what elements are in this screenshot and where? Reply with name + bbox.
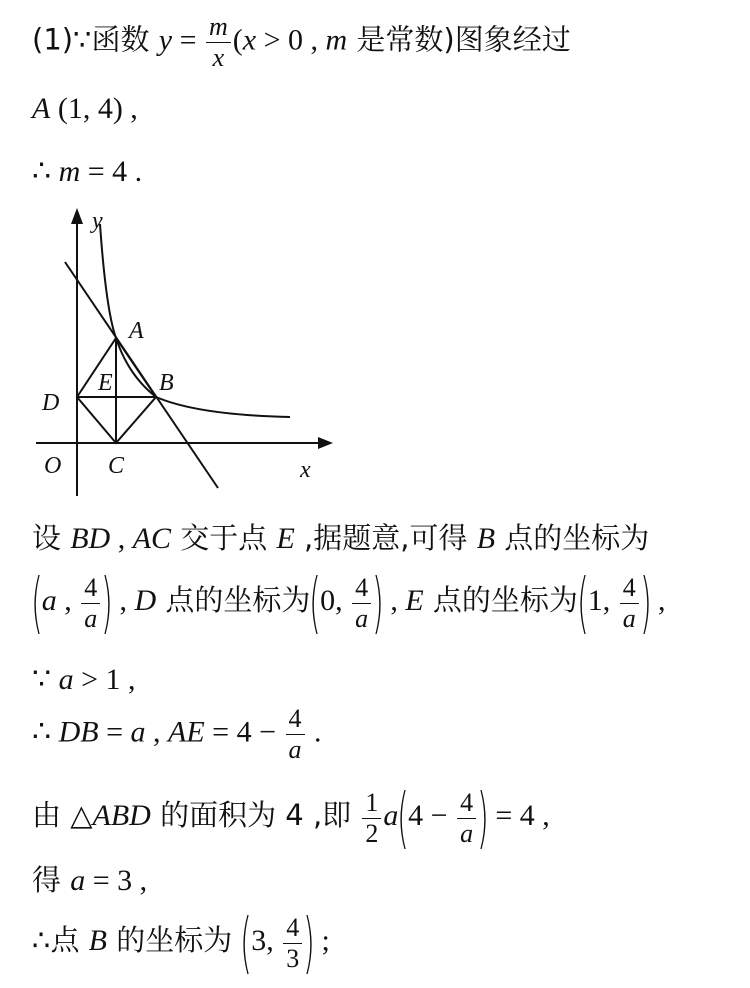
right-paren: ): [372, 564, 384, 641]
seg-db: DB: [58, 715, 99, 749]
numerator: 4: [81, 575, 100, 604]
var-a: a: [70, 864, 86, 897]
fraction-4-over-a: [286, 706, 305, 763]
text: 1,: [587, 583, 618, 617]
text: ,: [145, 715, 169, 749]
right-paren: ): [101, 564, 113, 641]
x-axis-arrow-icon: [318, 437, 333, 449]
line-3: [32, 157, 142, 187]
line-6: [32, 665, 136, 695]
denominator: 3: [286, 943, 300, 973]
text: ∴: [32, 715, 59, 749]
numerator: m: [206, 14, 231, 43]
label-c: C: [108, 453, 125, 479]
seg-ac: AC: [132, 522, 172, 555]
line-10: [32, 904, 330, 981]
text: = 4 ,: [487, 798, 550, 832]
line-1: [32, 14, 571, 71]
left-paren: (: [31, 564, 43, 641]
coordinate-figure: [28, 200, 348, 500]
text: =: [172, 23, 204, 57]
text: 设: [32, 521, 71, 555]
fraction-4-over-a: [620, 572, 639, 633]
text: ,: [112, 583, 135, 617]
label-d: D: [42, 390, 60, 416]
label-x: x: [300, 457, 311, 483]
left-paren: (: [577, 564, 589, 641]
denominator: x: [212, 43, 225, 72]
text: 点的坐标为: [156, 582, 311, 617]
var-a: a: [41, 583, 57, 617]
text: 0,: [320, 583, 351, 617]
line-5: [31, 564, 666, 641]
text: ;: [313, 923, 330, 957]
point-d: D: [134, 583, 157, 617]
text: ∴: [32, 155, 59, 188]
text: .: [306, 715, 322, 749]
denominator: a: [460, 818, 474, 848]
label-y: y: [92, 208, 103, 234]
text: > 0 ,: [256, 23, 326, 57]
numerator: 4: [286, 706, 305, 735]
point-a: A: [32, 92, 51, 125]
fraction-4-over-a: [457, 787, 476, 848]
right-paren: ): [477, 779, 489, 856]
denominator: a: [622, 603, 636, 633]
fraction-4-over-a: [352, 572, 371, 633]
line-4: [32, 521, 650, 555]
point-e: E: [405, 583, 424, 617]
text: 交于点: [171, 521, 277, 555]
numerator: 4: [283, 915, 302, 944]
fraction-4-over-3: [283, 912, 302, 973]
label-o: O: [44, 453, 62, 479]
text: 4 −: [408, 798, 456, 832]
text: ,: [382, 583, 406, 617]
var-a: a: [383, 798, 399, 832]
right-paren: ): [303, 904, 315, 981]
text: 点的坐标为: [423, 582, 578, 617]
var-m: m: [325, 23, 348, 57]
left-paren: (: [397, 779, 410, 856]
denominator: a: [84, 603, 98, 633]
line-7: [32, 706, 322, 763]
text: 由 △: [32, 797, 93, 832]
text: ∴点: [32, 922, 89, 957]
text: = 3 ,: [85, 864, 148, 897]
fraction-4-over-a: [81, 572, 100, 633]
text: 的坐标为: [107, 922, 242, 957]
text: = 4 .: [80, 155, 143, 188]
seg-ae: AE: [168, 715, 205, 749]
var-a: a: [58, 663, 74, 696]
text: (: [232, 23, 243, 57]
seg-bd: BD: [70, 522, 111, 555]
var-m: m: [58, 155, 81, 188]
denominator: 2: [365, 818, 379, 848]
text: ,: [650, 583, 666, 617]
numerator: 4: [352, 575, 371, 604]
numerator: 4: [457, 790, 476, 819]
y-axis-arrow-icon: [71, 208, 83, 224]
var-x: x: [242, 23, 257, 57]
text: 是常数)图象经过: [347, 22, 571, 57]
line-8: [32, 779, 550, 856]
denominator: a: [355, 603, 369, 633]
text: ,据题意,可得: [294, 521, 477, 555]
text: > 1 ,: [73, 663, 136, 696]
point-e: E: [276, 522, 295, 555]
var-a: a: [130, 715, 146, 749]
text: =: [98, 715, 131, 749]
line-9: [32, 863, 148, 897]
text: = 4 −: [204, 715, 284, 749]
text: ,: [56, 583, 80, 617]
label-a: A: [129, 318, 144, 344]
label-e: E: [98, 370, 113, 396]
line-2: [32, 94, 138, 124]
text: 3,: [251, 923, 282, 957]
var-y: y: [158, 23, 173, 57]
label-b: B: [159, 370, 174, 396]
fraction-m-over-x: [206, 14, 231, 71]
numerator: 1: [362, 790, 381, 819]
text: ∵: [32, 663, 59, 696]
text: (1, 4) ,: [50, 92, 138, 125]
text: 得: [32, 863, 71, 897]
triangle-abd: ABD: [92, 798, 151, 832]
fraction-1-over-2: [362, 787, 381, 848]
text: 的面积为 4 ,即: [150, 797, 361, 832]
numerator: 4: [620, 575, 639, 604]
point-b: B: [88, 923, 107, 957]
point-b: B: [476, 522, 496, 555]
left-paren: (: [309, 564, 322, 641]
text: ,: [110, 522, 133, 555]
text: 点的坐标为: [495, 521, 650, 555]
text: (1)∵函数: [32, 22, 159, 57]
right-paren: ): [639, 564, 652, 641]
left-paren: (: [240, 904, 253, 981]
denominator: a: [288, 735, 302, 764]
